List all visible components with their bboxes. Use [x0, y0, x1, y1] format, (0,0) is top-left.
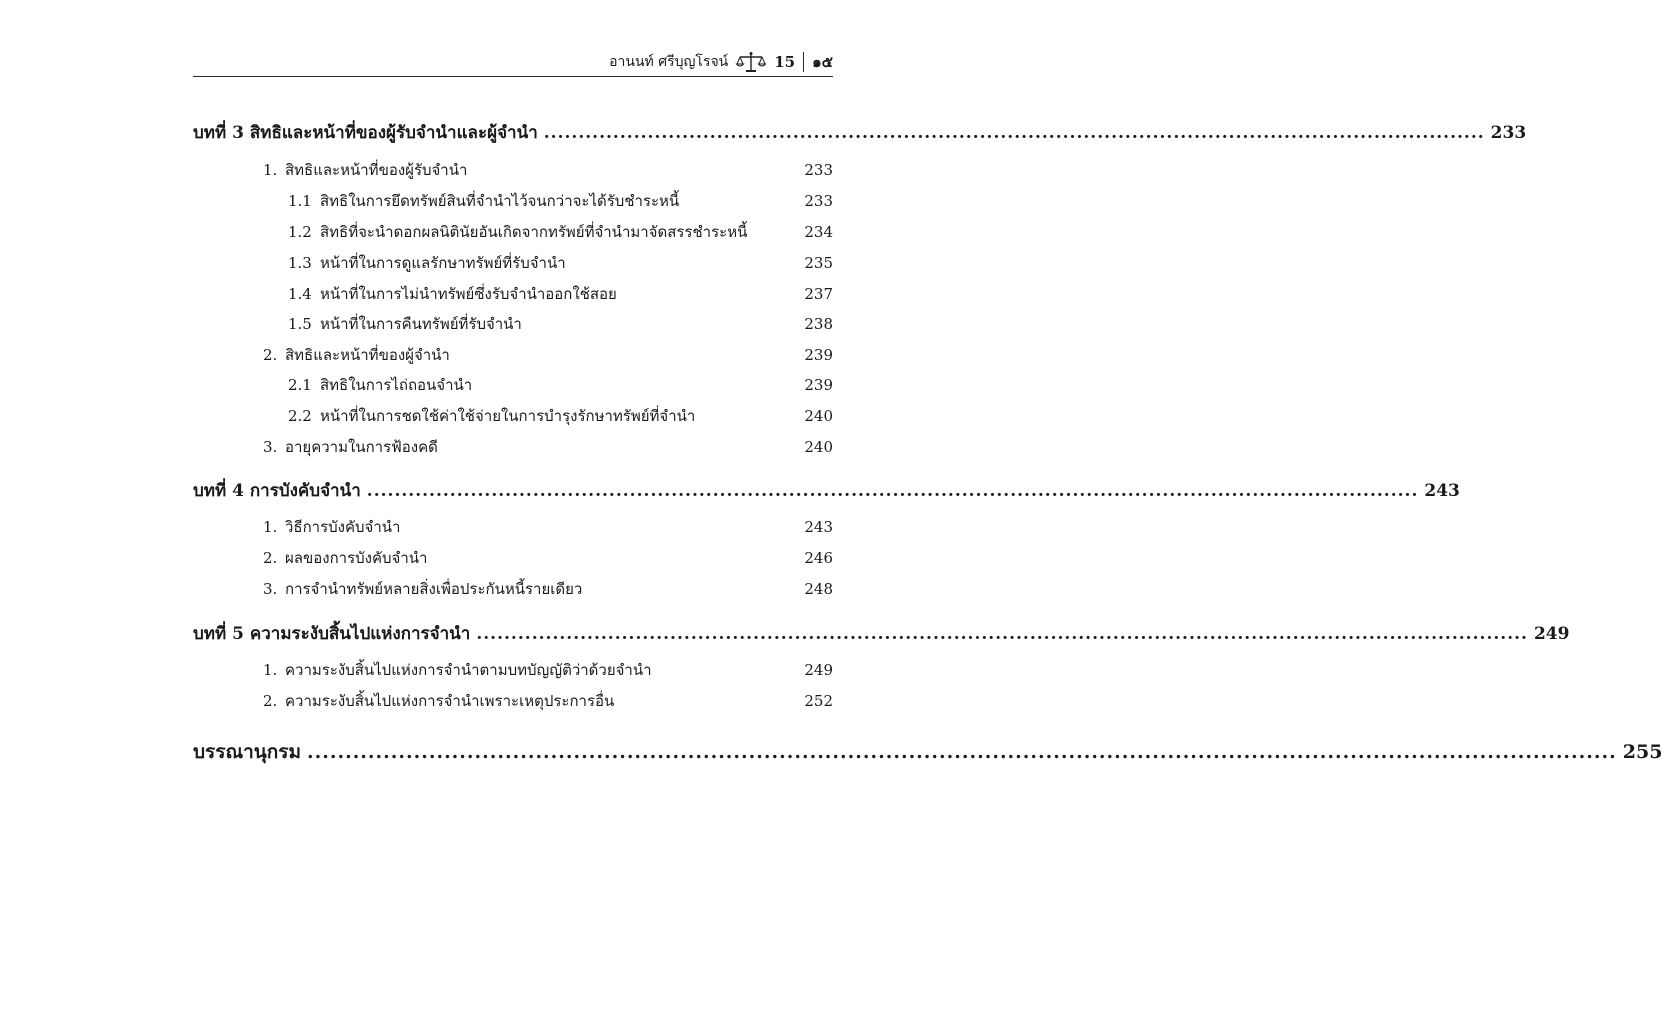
page-number: 15: [774, 53, 796, 71]
toc-page: 246: [804, 549, 833, 567]
toc-item: [263, 660, 833, 680]
toc-page: 248: [804, 580, 833, 598]
toc-item: [263, 160, 833, 180]
toc-page: 233: [804, 161, 833, 179]
toc-page: 243: [804, 518, 833, 536]
toc-number: 1.: [263, 661, 278, 679]
toc-title: สิทธิในการไถ่ถอนจำนำ: [320, 376, 473, 394]
toc-number: 3.: [263, 438, 278, 456]
toc-leader-dots: ........................................................................................................................................: [543, 123, 1485, 143]
toc-title: บทที่ 5 ความระงับสิ้นไปแห่งการจำนำ: [193, 624, 471, 644]
toc-number: 1.1: [288, 192, 312, 210]
toc-title: วิธีการบังคับจำนำ: [285, 518, 401, 536]
toc-page: 233: [1490, 123, 1527, 143]
toc-title: ผลของการบังคับจำนำ: [285, 549, 428, 567]
toc-number: 1.3: [288, 254, 312, 272]
toc-title: สิทธิที่จะนำดอกผลนิตินัยอันเกิดจากทรัพย์ที่จำนำมาจัดสรรชำระหนี้: [320, 223, 748, 241]
author-name: อานนท์ ศรีบุญโรจน์: [609, 54, 729, 70]
page-number-thai: ๑๕: [812, 53, 833, 71]
toc-title: บทที่ 3 สิทธิและหน้าที่ของผู้รับจำนำและผู้จำนำ: [193, 123, 538, 143]
toc-page: 238: [804, 315, 833, 333]
toc-item: [263, 579, 833, 599]
toc-number: 3.: [263, 580, 278, 598]
toc-page: 240: [804, 407, 833, 425]
toc-page: 233: [804, 192, 833, 210]
toc-number: 1.5: [288, 315, 312, 333]
toc-item: [288, 375, 833, 395]
toc-page: 249: [804, 661, 833, 679]
toc-title: สิทธิและหน้าที่ของผู้จำนำ: [285, 346, 450, 364]
toc-number: 2.: [263, 549, 278, 567]
toc-item: [288, 406, 833, 426]
toc-page: 255: [1622, 741, 1662, 763]
toc-page: 237: [804, 285, 833, 303]
scales-of-justice-icon: [736, 51, 766, 73]
toc-title: ความระงับสิ้นไปแห่งการจำนำเพราะเหตุประการอื่น: [285, 692, 615, 710]
toc-page: 234: [804, 223, 833, 241]
header-info: [609, 50, 833, 74]
toc-title: การจำนำทรัพย์หลายสิ่งเพื่อประกันหนี้รายเดียว: [285, 580, 583, 598]
toc-title: หน้าที่ในการดูแลรักษาทรัพย์ที่รับจำนำ: [320, 254, 566, 272]
toc-item: [263, 437, 833, 457]
toc-page: 240: [804, 438, 833, 456]
toc-number: 1.4: [288, 285, 312, 303]
toc-page: 235: [804, 254, 833, 272]
toc-leader-dots: ........................................................................................................................................................: [366, 481, 1419, 501]
toc-item: [263, 548, 833, 568]
toc-item: [288, 191, 833, 211]
toc-title: บทที่ 4 การบังคับจำนำ: [193, 481, 361, 501]
toc-item: [263, 345, 833, 365]
toc-bibliography: [193, 741, 1662, 763]
toc-page: 239: [804, 346, 833, 364]
toc-page: 239: [804, 376, 833, 394]
toc-title: สิทธิในการยึดทรัพย์สินที่จำนำไว้จนกว่าจะได้รับชำระหนี้: [320, 192, 680, 210]
toc-leader-dots: ........................................................................................................................................................: [476, 624, 1528, 644]
toc-number: 2.2: [288, 407, 312, 425]
toc-chapter-3: [193, 123, 1527, 143]
toc-item: [288, 314, 833, 334]
toc-chapter-4: [193, 481, 1460, 501]
toc-item: [263, 691, 833, 711]
toc-leader-dots: ............................................................................................................................................................................: [307, 741, 1617, 763]
toc-number: 1.: [263, 161, 278, 179]
toc-title: อายุความในการฟ้องคดี: [285, 438, 438, 456]
toc-title: หน้าที่ในการชดใช้ค่าใช้จ่ายในการบำรุงรักษาทรัพย์ที่จำนำ: [320, 407, 696, 425]
header-divider: [803, 52, 804, 72]
toc-page: 252: [804, 692, 833, 710]
toc-number: 2.: [263, 346, 278, 364]
toc-item: [288, 253, 833, 273]
toc-title: หน้าที่ในการไม่นำทรัพย์ซึ่งรับจำนำออกใช้สอย: [320, 285, 617, 303]
toc-number: 1.: [263, 518, 278, 536]
toc-item: [288, 222, 833, 242]
page-header: [193, 44, 833, 77]
toc-chapter-5: [193, 624, 1570, 644]
toc-number: 2.1: [288, 376, 312, 394]
toc-title: บรรณานุกรม: [193, 741, 301, 763]
toc-item: [288, 284, 833, 304]
toc-title: หน้าที่ในการคืนทรัพย์ที่รับจำนำ: [320, 315, 522, 333]
toc-title: สิทธิและหน้าที่ของผู้รับจำนำ: [285, 161, 468, 179]
toc-item: [263, 517, 833, 537]
toc-title: ความระงับสิ้นไปแห่งการจำนำตามบทบัญญัติว่าด้วยจำนำ: [285, 661, 652, 679]
toc-page: 249: [1533, 624, 1570, 644]
toc-number: 1.2: [288, 223, 312, 241]
toc-page: 243: [1424, 481, 1460, 501]
toc-number: 2.: [263, 692, 278, 710]
